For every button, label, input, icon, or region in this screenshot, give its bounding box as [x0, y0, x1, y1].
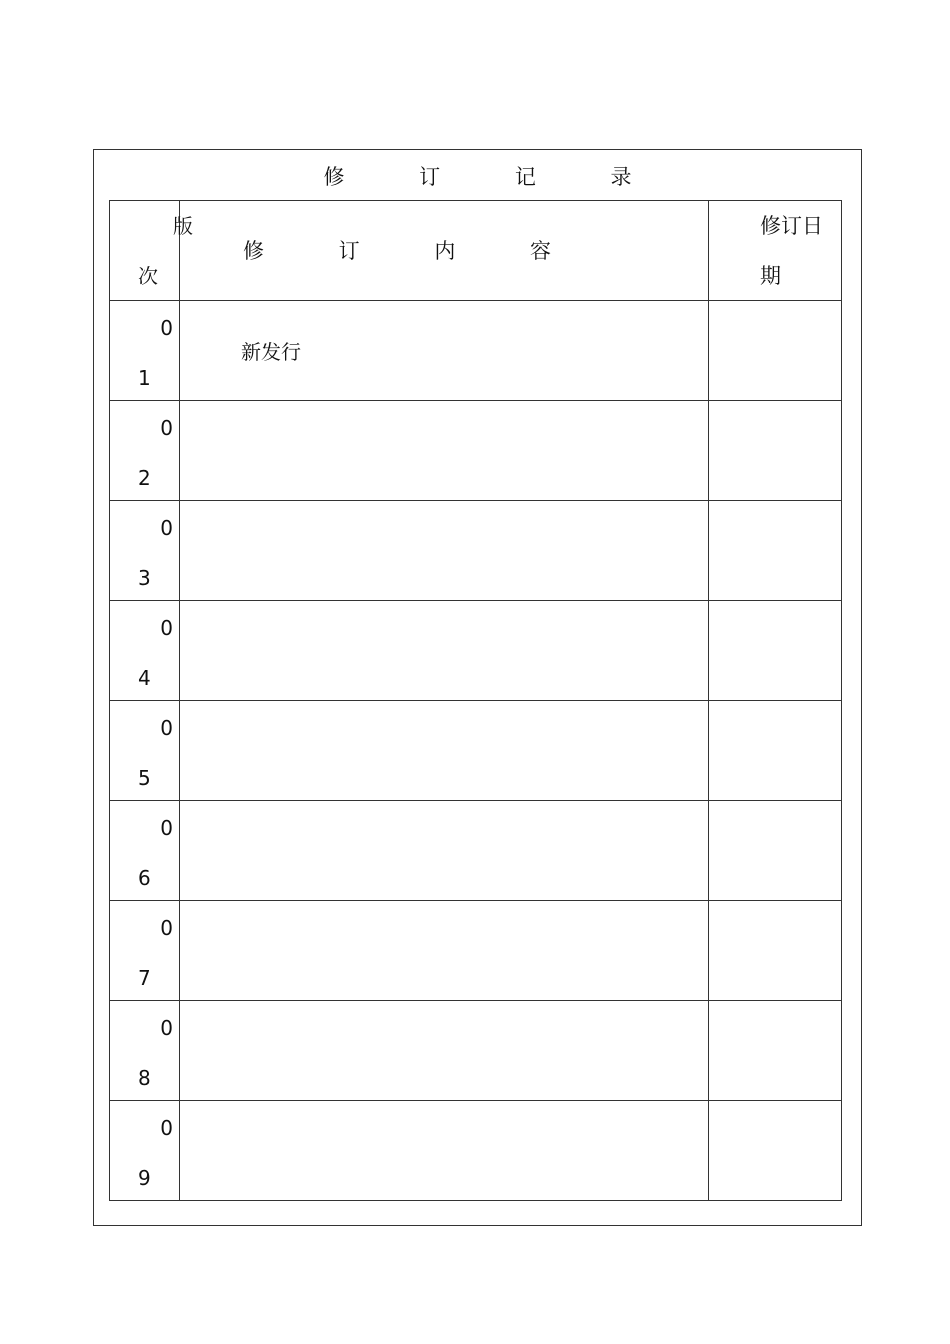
- content-text: 新发行: [241, 340, 301, 364]
- header-content: [180, 201, 709, 301]
- date-cell[interactable]: [709, 601, 842, 701]
- header-date: [709, 201, 842, 301]
- version-digit-bottom: 3: [138, 566, 151, 590]
- version-cell: [110, 1101, 180, 1201]
- content-cell[interactable]: [180, 801, 709, 901]
- version-digit-bottom: 7: [138, 966, 151, 990]
- version-digit-top: 0: [160, 1016, 173, 1040]
- version-digit-bottom: 9: [138, 1166, 151, 1190]
- date-cell[interactable]: [709, 401, 842, 501]
- version-digit-bottom: 1: [138, 366, 151, 390]
- page-title: 修 订 记 录: [323, 165, 666, 189]
- header-version-bottom: 次: [138, 264, 158, 288]
- header-version: [110, 201, 193, 301]
- version-digit-top: 0: [160, 616, 173, 640]
- date-cell[interactable]: [709, 901, 842, 1001]
- version-digit-bottom: 2: [138, 466, 151, 490]
- content-cell[interactable]: [180, 501, 709, 601]
- content-cell[interactable]: [180, 301, 709, 401]
- header-date-line2: 期: [760, 264, 781, 288]
- content-cell[interactable]: [180, 701, 709, 801]
- table-row: [110, 301, 842, 401]
- version-digit-bottom: 8: [138, 1066, 151, 1090]
- table-row: [110, 601, 842, 701]
- revision-record-frame: [93, 149, 862, 1226]
- table-header-row: [110, 201, 842, 301]
- header-content-label: 修 订 内 容: [242, 239, 586, 263]
- version-digit-top: 0: [160, 1116, 173, 1140]
- table-row: [110, 801, 842, 901]
- version-cell: [110, 601, 180, 701]
- table-row: [110, 901, 842, 1001]
- version-digit-bottom: 6: [138, 866, 151, 890]
- version-digit-top: 0: [160, 316, 173, 340]
- content-cell[interactable]: [180, 901, 709, 1001]
- version-digit-bottom: 4: [138, 666, 151, 690]
- date-cell[interactable]: [709, 301, 842, 401]
- version-digit-top: 0: [160, 716, 173, 740]
- version-digit-top: 0: [160, 516, 173, 540]
- version-cell: [110, 401, 180, 501]
- version-cell: [110, 301, 180, 401]
- version-cell: [110, 901, 180, 1001]
- version-digit-top: 0: [160, 916, 173, 940]
- table-row: [110, 401, 842, 501]
- revision-table: [109, 200, 842, 1201]
- version-cell: [110, 501, 180, 601]
- date-cell[interactable]: [709, 801, 842, 901]
- table-row: [110, 701, 842, 801]
- table-row: [110, 501, 842, 601]
- table-row: [110, 1101, 842, 1201]
- version-cell: [110, 701, 180, 801]
- version-digit-top: 0: [160, 416, 173, 440]
- table-row: [110, 1001, 842, 1101]
- content-cell[interactable]: [180, 401, 709, 501]
- header-date-line1: 修订日: [760, 214, 823, 238]
- version-cell: [110, 801, 180, 901]
- content-cell[interactable]: [180, 1101, 709, 1201]
- date-cell[interactable]: [709, 1101, 842, 1201]
- date-cell[interactable]: [709, 501, 842, 601]
- version-digit-top: 0: [160, 816, 173, 840]
- header-version-top: 版: [173, 214, 193, 238]
- date-cell[interactable]: [709, 701, 842, 801]
- date-cell[interactable]: [709, 1001, 842, 1101]
- content-cell[interactable]: [180, 601, 709, 701]
- content-cell[interactable]: [180, 1001, 709, 1101]
- version-cell: [110, 1001, 180, 1101]
- version-digit-bottom: 5: [138, 766, 151, 790]
